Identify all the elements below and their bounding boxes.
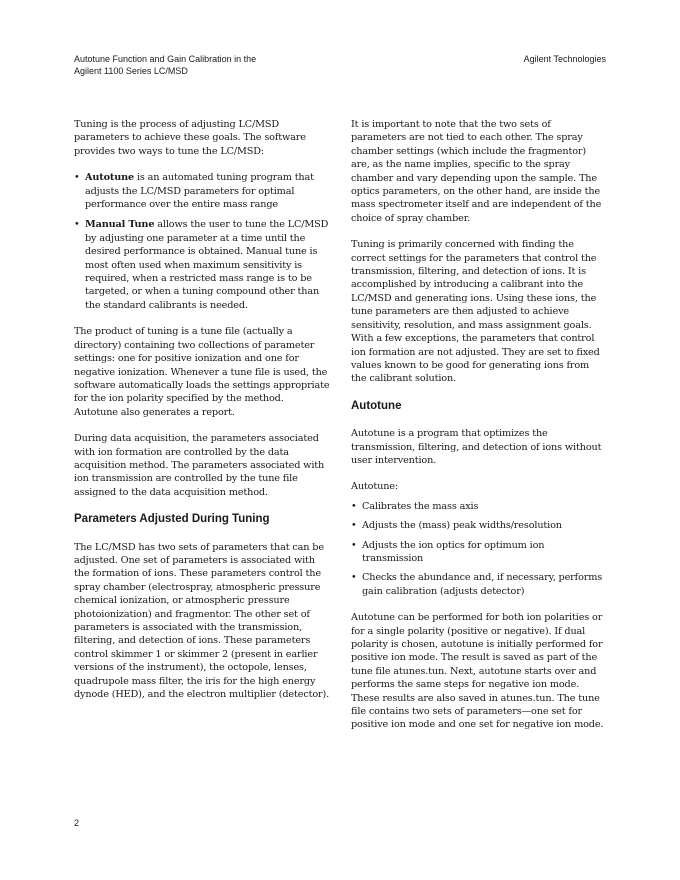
autotune-intro-paragraph: Autotune is a program that optimizes the transmission, filtering, and detection of ions without user intervention. bbox=[351, 428, 602, 466]
section-heading-autotune: Autotune bbox=[351, 399, 402, 412]
section-heading-parameters: Parameters Adjusted During Tuning bbox=[74, 513, 270, 526]
list-item: • Adjusts the (mass) peak widths/resolution bbox=[351, 519, 607, 532]
tuning-methods-list bbox=[74, 171, 330, 312]
autotune-label: Autotune: bbox=[351, 481, 398, 493]
list-item: • Calibrates the mass axis bbox=[351, 500, 607, 513]
header-company: Agilent Technologies bbox=[523, 54, 606, 64]
list-item-text: allows the user to tune the LC/MSD by adjusting one parameter at a time until the desired performance is obtained. Manual tune is most often used when maximum sensitivity is required, when a restricted mass range is to be targeted, or when a tuning compound other than the standard calibrants is needed. bbox=[85, 219, 329, 311]
list-item: • Adjusts the ion optics for optimum ion transmission bbox=[351, 539, 607, 566]
right-column bbox=[351, 118, 607, 745]
data-acquisition-paragraph: During data acquisition, the parameters associated with ion formation are controlled by the data acquisition method. The parameters associated with ion transmission are controlled by the tune file assigned to the data acquisition method. bbox=[74, 433, 325, 498]
list-item-text: is an automated tuning program that adjusts the LC/MSD parameters for optimal performance over the entire mass range bbox=[85, 172, 314, 211]
page-number: 2 bbox=[74, 818, 80, 828]
tuning-concern-paragraph: Tuning is primarily concerned with finding the correct settings for the parameters that control the transmission, filtering, and detection of ions. It is accomplished by introducing a calibrant into the LC/MSD and generating ions. Using these ions, the tune parameters are then adjusted to achieve sensitivity, resolution, and mass assignment goals. With a few exceptions, the parameters that control ion formation are not adjusted. They are set to fixed values known to be good for generating ions from the calibrant solution. bbox=[351, 239, 600, 385]
list-item-term: Manual Tune bbox=[85, 219, 155, 231]
left-column bbox=[74, 118, 330, 714]
header-title-line-2: Agilent 1100 Series LC/MSD bbox=[74, 66, 188, 76]
list-item-term: Autotune bbox=[85, 172, 135, 184]
parameters-paragraph: The LC/MSD has two sets of parameters that can be adjusted. One set of parameters is associated with the formation of ions. These parameters control the spray chamber (electrospray, atmospheric pressure chemical ionization, or atmospheric pressure photoionization) and fragmentor. The other set of parameters is associated with the transmission, filtering, and detection of ions. These parameters control skimmer 1 or skimmer 2 (present in earlier versions of the instrument), the octopole, lenses, quadrupole mass filter, the iris for the high energy dynode (HED), and the electron multiplier (detector). bbox=[74, 541, 330, 701]
tune-file-paragraph: The product of tuning is a tune file (actually a directory) containing two collections of parameter settings: one for positive ionization and one for negative ionization. Whenever a tune file is used, the software automatically loads the settings appropriate for the ion polarity specified by the method. Autotune also generates a report. bbox=[74, 326, 330, 418]
header-title-line-1: Autotune Function and Gain Calibration in the bbox=[74, 54, 257, 64]
intro-paragraph: Tuning is the process of adjusting LC/MSD parameters to achieve these goals. The software provides two ways to tune the LC/MSD: bbox=[74, 119, 306, 157]
running-header bbox=[74, 53, 334, 77]
list-item bbox=[74, 171, 330, 211]
list-item bbox=[74, 218, 330, 312]
autotune-steps-list bbox=[351, 500, 607, 598]
list-item: • Checks the abundance and, if necessary, performs gain calibration (adjusts detector) bbox=[351, 571, 607, 598]
polarity-paragraph: Autotune can be performed for both ion polarities or for a single polarity (positive or negative). If dual polarity is chosen, autotune is initially performed for positive ion mode. The result is saved as part of the tune file atunes.tun. Next, autotune starts over and performs the same steps for negative ion mode. These results are also saved in atunes.tun. The tune file contains two sets of parameters—one set for positive ion mode and one set for negative ion mode. bbox=[351, 612, 604, 731]
parameter-sets-paragraph: It is important to note that the two sets of parameters are not tied to each other. The spray chamber settings (which include the fragmentor) are, as the name implies, specific to the spray chamber and vary depending upon the sample. The optics parameters, on the other hand, are inside the mass spectrometer itself and are independent of the choice of spray chamber. bbox=[351, 119, 602, 224]
